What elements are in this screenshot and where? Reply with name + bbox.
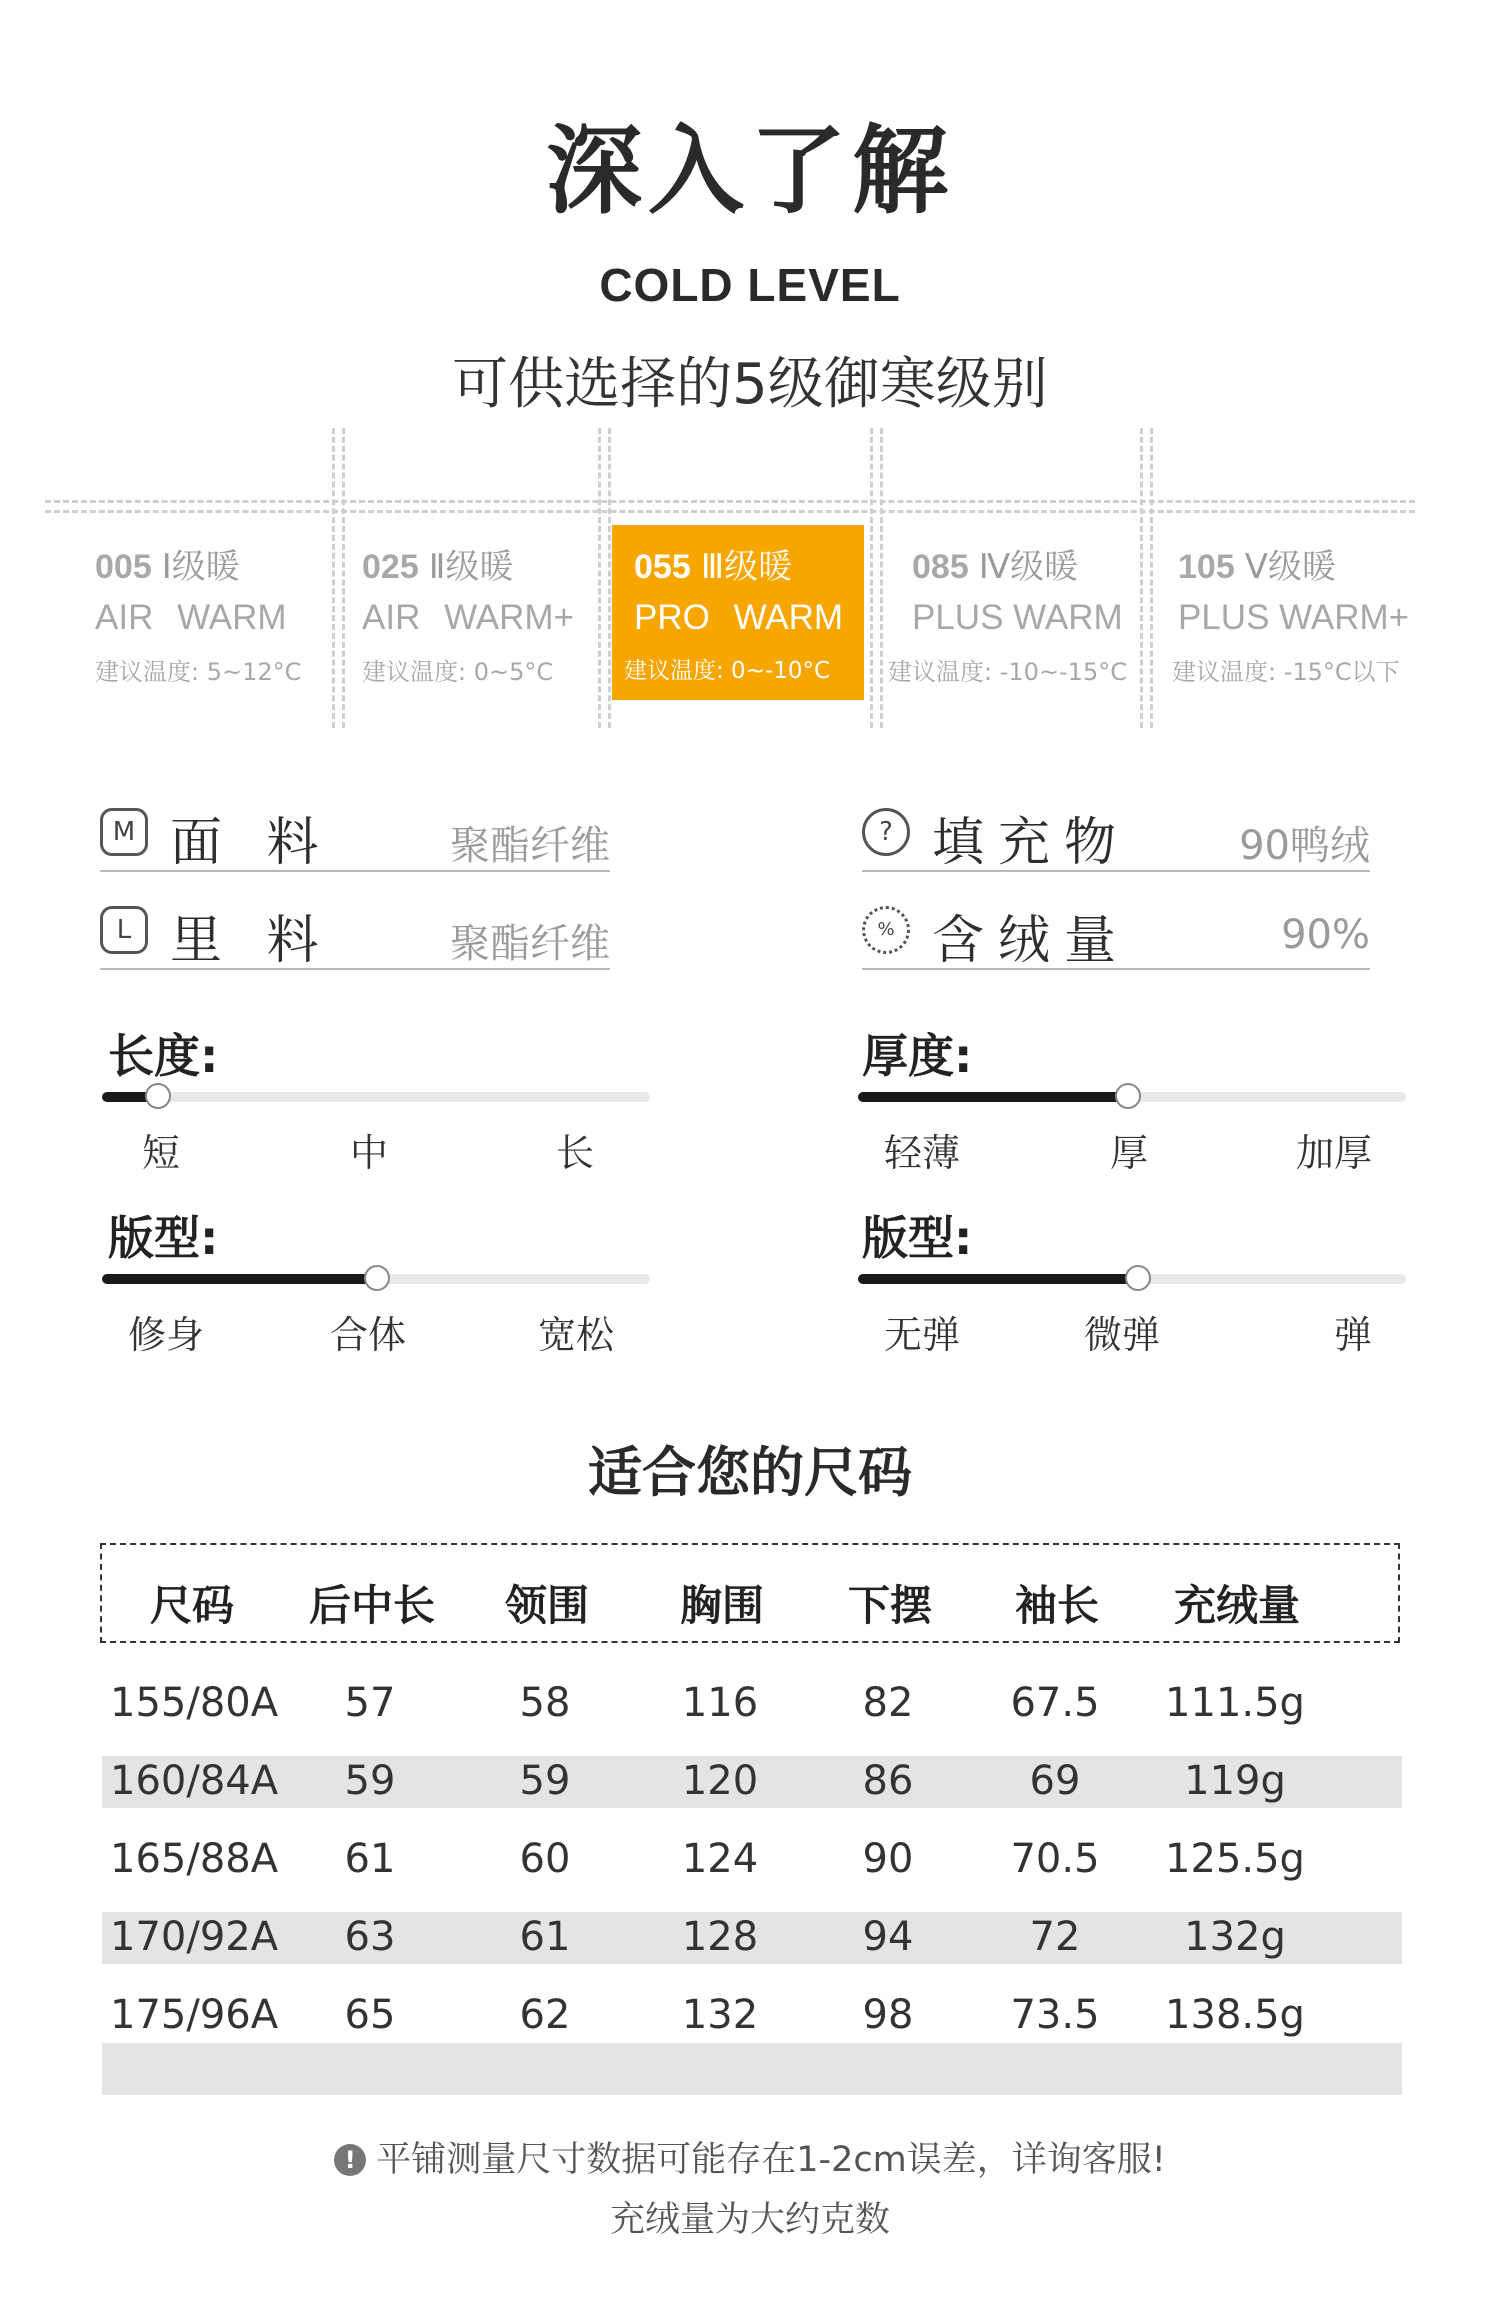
level-code: 055 (634, 548, 691, 586)
slider-tick: 弹 (1334, 1313, 1373, 1357)
down-weight-note: 充绒量为大约克数 (609, 2200, 890, 2240)
level-name: AIR WARM+ (362, 598, 575, 637)
table-cell: 165/88A (110, 1836, 279, 1882)
slider-fill (858, 1092, 1127, 1102)
slider-label: 厚度: (862, 1029, 973, 1083)
material-label: 填充物 (932, 813, 1131, 873)
table-cell: 119g (1184, 1758, 1286, 1804)
level-name: AIR WARM (95, 598, 287, 637)
table-cell: 138.5g (1165, 1992, 1305, 2038)
slider-tick: 轻薄 (884, 1131, 961, 1175)
level-grade: Ⅴ级暖 (1244, 547, 1336, 587)
column-header: 后中长 (308, 1581, 435, 1630)
column-header: 袖长 (1014, 1581, 1099, 1630)
slider-track (858, 1274, 1406, 1284)
slider-tick: 修身 (128, 1313, 205, 1357)
slider-knob[interactable] (1115, 1083, 1141, 1109)
table-cell: 94 (862, 1914, 914, 1960)
material-row-fabric (100, 800, 610, 872)
level-card-085[interactable] (888, 525, 1148, 700)
divider (1150, 428, 1153, 728)
exclamation-icon: ! (334, 2144, 366, 2176)
divider (870, 428, 873, 728)
level-grade: Ⅱ级暖 (428, 547, 514, 587)
table-cell: 116 (681, 1680, 759, 1726)
page-title: 深入了解 (546, 115, 954, 227)
table-cell: 125.5g (1165, 1836, 1305, 1882)
slider-track (102, 1092, 650, 1102)
material-row-down-content (862, 898, 1370, 970)
size-table-header (100, 1543, 1400, 1643)
material-label: 含绒量 (932, 911, 1131, 971)
cold-level-heading: COLD LEVEL (599, 259, 901, 311)
table-cell: 120 (681, 1758, 759, 1804)
material-row-filling (862, 800, 1370, 872)
m-badge-icon: M (100, 808, 148, 856)
slider-tick: 短 (142, 1131, 181, 1175)
table-row (102, 1834, 1402, 1886)
column-header: 充绒量 (1173, 1581, 1300, 1630)
l-badge-icon: L (100, 906, 148, 954)
column-header: 胸围 (679, 1581, 764, 1630)
table-cell: 160/84A (110, 1758, 279, 1804)
material-label: 面 料 (170, 813, 333, 873)
level-temp: 建议温度: -10~-15°C (888, 658, 1127, 686)
measurement-note (0, 2132, 1500, 2182)
table-cell: 72 (1029, 1914, 1081, 1960)
column-header: 下摆 (847, 1581, 932, 1630)
slider-label: 版型: (108, 1211, 219, 1265)
material-label: 里 料 (170, 911, 333, 971)
level-card-005[interactable] (95, 525, 355, 700)
table-cell: 73.5 (1010, 1992, 1100, 2038)
question-badge-icon: ? (862, 808, 910, 856)
level-grade: Ⅳ级暖 (978, 547, 1079, 587)
slider-knob[interactable] (145, 1083, 171, 1109)
level-temp: 建议温度: 0~-10°C (624, 658, 831, 684)
table-cell: 59 (519, 1758, 571, 1804)
material-value: 90% (1281, 912, 1370, 958)
size-table-title: 适合您的尺码 (588, 1441, 912, 1504)
table-cell: 69 (1029, 1758, 1081, 1804)
table-cell: 58 (519, 1680, 571, 1726)
table-cell: 62 (519, 1992, 571, 2038)
slider-tick: 合体 (330, 1313, 407, 1357)
slider-tick: 长 (556, 1131, 595, 1175)
slider-tick: 加厚 (1296, 1131, 1373, 1175)
level-card-105[interactable] (1172, 525, 1432, 700)
table-footer-bar (102, 2043, 1402, 2095)
slider-tick: 中 (350, 1131, 389, 1175)
table-cell: 61 (519, 1914, 571, 1960)
slider-tick: 厚 (1110, 1131, 1149, 1175)
table-cell: 61 (344, 1836, 396, 1882)
material-value: 聚酯纤维 (450, 823, 610, 869)
material-value: 聚酯纤维 (450, 921, 610, 967)
table-row (102, 1990, 1402, 2042)
table-cell: 60 (519, 1836, 571, 1882)
slider-tick: 无弹 (884, 1313, 961, 1357)
material-value: 90鸭绒 (1239, 823, 1370, 869)
table-cell: 132 (681, 1992, 759, 2038)
table-cell: 57 (344, 1680, 396, 1726)
divider (880, 428, 883, 728)
table-cell: 63 (344, 1914, 396, 1960)
table-cell: 67.5 (1010, 1680, 1100, 1726)
slider-track (858, 1092, 1406, 1102)
table-cell: 90 (862, 1836, 914, 1882)
table-cell: 65 (344, 1992, 396, 2038)
divider (45, 510, 1415, 513)
level-name: PRO WARM (634, 598, 844, 637)
level-code: 105 (1178, 548, 1235, 586)
table-cell: 86 (862, 1758, 914, 1804)
column-header: 尺码 (149, 1581, 234, 1630)
level-code: 005 (95, 548, 152, 586)
level-card-025[interactable] (362, 525, 622, 700)
table-row (102, 1678, 1402, 1730)
slider-tick: 微弹 (1084, 1313, 1161, 1357)
table-cell: 70.5 (1010, 1836, 1100, 1882)
table-row (102, 1756, 1402, 1808)
percent-badge-icon: % (862, 906, 910, 954)
level-temp: 建议温度: 5~12°C (95, 658, 302, 686)
level-name: PLUS WARM (912, 598, 1123, 637)
table-cell: 175/96A (110, 1992, 279, 2038)
level-temp: 建议温度: 0~5°C (362, 658, 554, 686)
table-cell: 124 (681, 1836, 759, 1882)
table-cell: 59 (344, 1758, 396, 1804)
table-cell: 111.5g (1165, 1680, 1305, 1726)
level-code: 025 (362, 548, 419, 586)
note-text: 平铺测量尺寸数据可能存在1-2cm误差，详询客服! (376, 2140, 1166, 2180)
level-grade: Ⅰ级暖 (161, 547, 240, 587)
slider-fill (858, 1274, 1137, 1284)
slider-knob[interactable] (1125, 1265, 1151, 1291)
level-grade: Ⅲ级暖 (700, 547, 793, 587)
table-cell: 132g (1184, 1914, 1286, 1960)
table-cell: 82 (862, 1680, 914, 1726)
table-cell: 170/92A (110, 1914, 279, 1960)
material-row-lining (100, 898, 610, 970)
divider (45, 500, 1415, 503)
table-cell: 98 (862, 1992, 914, 2038)
table-cell: 155/80A (110, 1680, 279, 1726)
slider-label: 长度: (108, 1029, 219, 1083)
level-code: 085 (912, 548, 969, 586)
table-row (102, 1912, 1402, 1964)
level-name: PLUS WARM+ (1178, 598, 1410, 637)
cold-level-subtitle: 可供选择的5级御寒级别 (452, 352, 1048, 417)
slider-tick: 宽松 (538, 1313, 615, 1357)
slider-track (102, 1274, 650, 1284)
level-temp: 建议温度: -15°C以下 (1172, 658, 1400, 686)
slider-label: 版型: (862, 1211, 973, 1265)
column-header: 领围 (504, 1581, 589, 1630)
level-card-055[interactable] (612, 525, 864, 700)
slider-knob[interactable] (364, 1265, 390, 1291)
slider-fill (102, 1274, 376, 1284)
table-cell: 128 (681, 1914, 759, 1960)
